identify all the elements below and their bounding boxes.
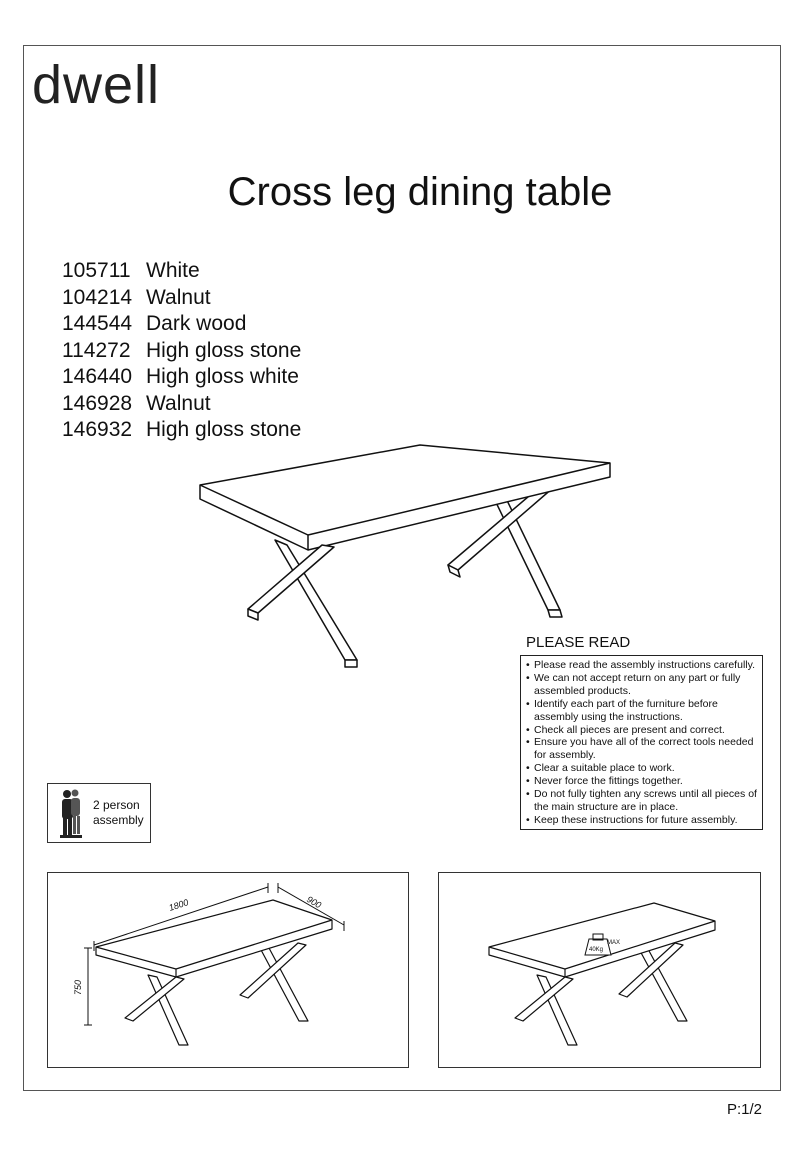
assembly-line-2: assembly (93, 813, 144, 827)
page-number: P:1/2 (727, 1101, 763, 1118)
table-illustration (190, 395, 620, 675)
two-person-icon (54, 788, 88, 840)
product-finish: White (146, 259, 200, 282)
width-dimension: 900 (305, 894, 324, 911)
product-finish: Walnut (146, 391, 211, 415)
product-finish: High gloss stone (146, 338, 302, 362)
instruction-item: • Identify each part of the furniture before assembly using the instructions. (526, 698, 758, 724)
product-finish: High gloss white (146, 365, 299, 388)
product-row (62, 364, 301, 391)
product-finish: Walnut (146, 285, 211, 309)
max-load-panel (438, 872, 761, 1068)
product-code: 146928 (62, 391, 133, 415)
assembly-label (93, 798, 144, 828)
please-read-heading: PLEASE READ (526, 634, 631, 651)
length-dimension: 1800 (167, 897, 190, 913)
instruction-item: • Please read the assembly instructions carefully. (526, 659, 758, 672)
load-max-label: MAX (607, 940, 621, 946)
instruction-item: • Never force the fittings together. (526, 775, 758, 788)
instruction-item: • Check all pieces are present and correct. (526, 724, 758, 737)
max-load-diagram (439, 873, 760, 1067)
assembly-line-1: 2 person (93, 798, 140, 812)
product-finish: Dark wood (146, 312, 247, 335)
product-code: 144544 (62, 312, 133, 335)
product-row (62, 338, 301, 365)
instruction-item: • Keep these instructions for future assembly. (526, 814, 758, 827)
instruction-item: • Ensure you have all of the correct tools needed for assembly. (526, 736, 758, 762)
product-row (62, 258, 301, 285)
height-dimension: 750 (73, 979, 83, 995)
instruction-item: • Do not fully tighten any screws until all pieces of the main structure are in place. (526, 788, 758, 814)
product-code: 146440 (62, 365, 133, 388)
product-code: 104214 (62, 285, 133, 309)
dimensions-diagram (48, 873, 408, 1067)
product-row (62, 285, 301, 312)
dimensions-panel (47, 872, 409, 1068)
please-read-box (520, 655, 763, 830)
brand-logo: dwell (32, 55, 161, 115)
product-finish: High gloss stone (146, 418, 302, 441)
product-code: 146932 (62, 418, 133, 441)
instruction-item: • We can not accept return on any part or fully assembled products. (526, 672, 758, 698)
instruction-item: • Clear a suitable place to work. (526, 762, 758, 775)
load-weight: 40Kg (589, 947, 604, 953)
page-title: Cross leg dining table (227, 170, 613, 214)
product-code: 114272 (62, 338, 131, 362)
two-person-assembly-note (47, 783, 151, 843)
product-row (62, 311, 301, 338)
product-code: 105711 (62, 259, 131, 282)
